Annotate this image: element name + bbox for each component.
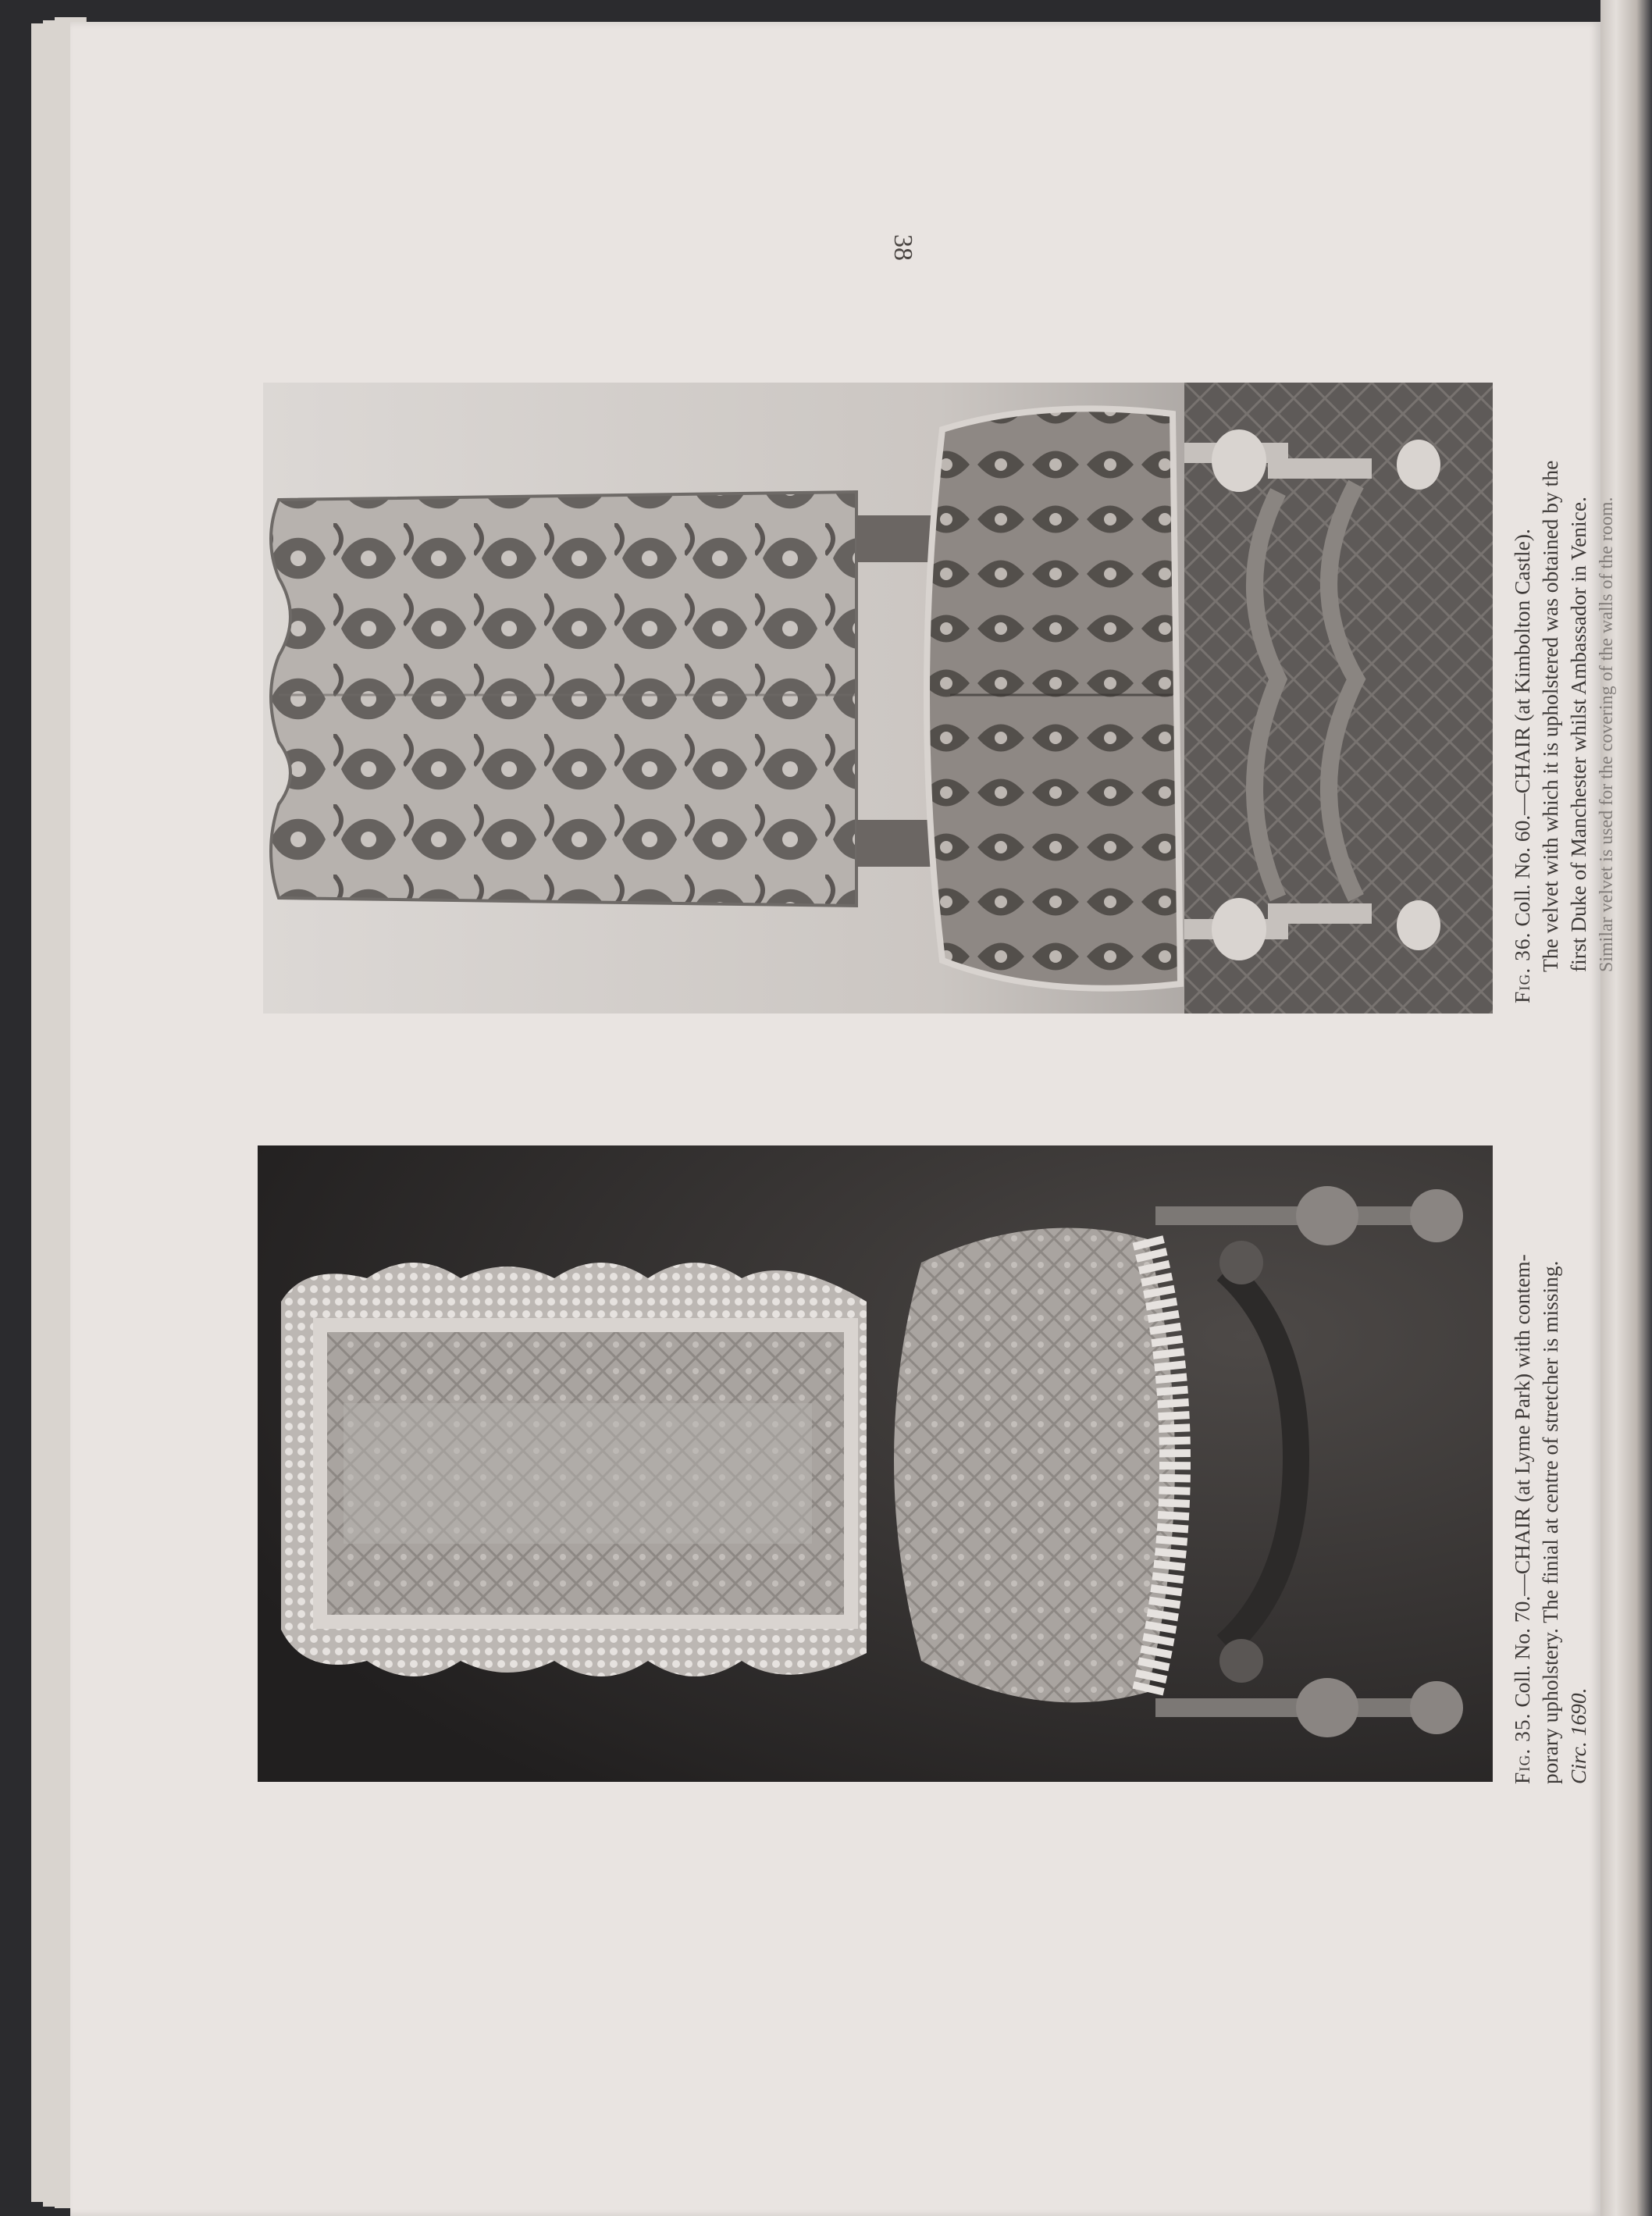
book-spine: [1600, 0, 1652, 2216]
caption-line: [1508, 461, 1536, 1003]
caption-title: Coll. No. 60.—CHAIR (at Kimbolton Castle).: [1510, 529, 1534, 927]
caption-line: Similar velvet is used for the covering of the walls of the room.: [1597, 497, 1617, 972]
figure-36-caption: [1508, 461, 1621, 1003]
caption-line: [1508, 1254, 1536, 1784]
caption-title: Coll. No. 70.—CHAIR (at Lyme Park) with contem-: [1510, 1254, 1534, 1708]
caption-line: first Duke of Manchester whilst Ambassador in Venice.: [1566, 497, 1590, 972]
caption-line: porary upholstery. The finial at centre of stretcher is missing.: [1538, 1260, 1562, 1784]
caption-line: Circ. 1690.: [1566, 1687, 1590, 1784]
figure-36-photo: [263, 383, 1493, 1014]
figure-label: Fig. 35.: [1510, 1712, 1534, 1784]
figure-35-caption: [1508, 1254, 1593, 1784]
page-number: 38: [888, 234, 917, 261]
figure-label: Fig. 36.: [1510, 932, 1534, 1003]
caption-line: The velvet with which it is upholstered was obtained by the: [1538, 460, 1562, 972]
book-page: [70, 22, 1600, 2216]
figure-35-photo: [258, 1145, 1493, 1782]
